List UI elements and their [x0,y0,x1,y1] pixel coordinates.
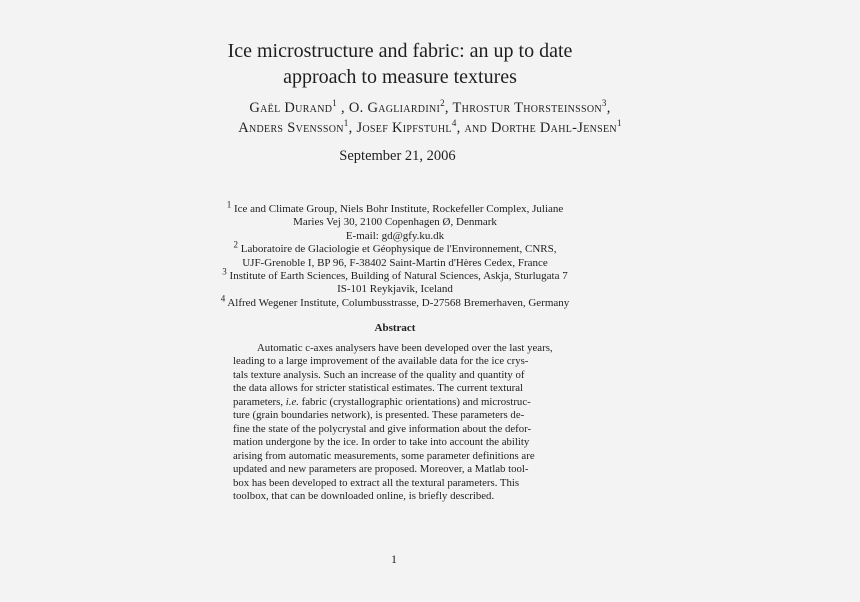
affiliation-line [0,199,790,216]
abstract-line: mation undergone by the ice. In order to take into account the ability [233,436,530,449]
affiliation-text: Alfred Wegener Institute, Columbusstrasse, D-27568 Bremerhaven, Germany [225,296,570,309]
affiliation-sup: 2 [233,239,239,250]
paper-title [0,38,800,90]
author-list [0,98,860,138]
affiliation-sup: 4 [220,293,226,304]
affiliation-email: E-mail: gd@gfy.ku.dk [345,229,445,242]
author-affil-sup: 1 [343,118,349,129]
affiliation-line [0,257,790,270]
author-name: Anders Svensson [238,120,344,136]
affiliation-sup: 1 [226,199,232,210]
abstract-line: arising from automatic measurements, some parameter definitions are [233,449,535,462]
author-line-2 [0,118,860,138]
affiliation-line [0,216,790,229]
affiliation-text: UJF-Grenoble I, BP 96, F-38402 Saint-Martin d'Hères Cedex, France [242,256,548,269]
author-name: Gaël Durand [249,100,333,116]
author-separator: , [606,100,611,116]
affiliation-text: IS-101 Reykjavik, Iceland [337,283,453,296]
affiliation-line [0,266,790,283]
affiliation-text: Institute of Earth Sciences, Building of Natural Sciences, Askja, Sturlugata 7 [226,270,568,283]
author-affil-sup: 2 [440,98,445,109]
affiliation-line [0,239,790,256]
abstract-line: leading to a large improvement of the available data for the ice crys- [233,355,529,368]
author-affil-sup: 3 [601,98,607,109]
affiliation-text: Ice and Climate Group, Niels Bohr Institute, Rockefeller Complex, Juliane [231,203,564,215]
author-line-1 [0,98,860,118]
abstract-line: toolbox, that can be downloaded online, is briefly described. [233,489,495,502]
abstract-line: the data allows for stricter statistical estimates. The current textural [233,382,524,395]
affiliation-line [0,293,790,310]
abstract-line: Automatic c-axes analysers have been developed over the last years, [257,342,553,354]
affiliation-text: Laboratoire de Glaciologie et Géophysique de l'Environnement, CNRS, [238,243,557,256]
abstract-body [233,342,558,503]
abstract-line: parameters, i.e. fabric (crystallographic orientations) and microstruc- [233,395,531,408]
abstract-heading: Abstract [374,322,416,334]
title-line-2: approach to measure textures [283,66,517,88]
author-name: , and Dorthe Dahl-Jensen [456,120,617,136]
abstract-line: fine the state of the polycrystal and give information about the defor- [233,422,532,435]
author-name: , Josef Kipfstuhl [348,120,452,136]
affiliation-text: Maries Vej 30, 2100 Copenhagen Ø, Denmark [293,216,497,229]
author-name: , Throstur Thorsteinsson [444,100,602,116]
page-number: 1 [391,552,397,566]
author-affil-sup: 4 [451,118,457,129]
author-affil-sup: 1 [332,98,338,109]
abstract-line: box has been developed to extract all the textural parameters. This [233,476,520,489]
title-line-1: Ice microstructure and fabric: an up to date [227,40,573,62]
author-affil-sup: 1 [616,118,622,129]
abstract-line: tals texture analysis. Such an increase of the quality and quantity of [233,368,525,381]
author-name: , O. Gagliardini [337,100,441,116]
affiliation-line [0,230,790,243]
paper-date: September 21, 2006 [339,148,456,164]
abstract-line: ture (grain boundaries network), is presented. These parameters de- [233,409,525,422]
affiliation-sup: 3 [222,266,227,277]
abstract-line: updated and new parameters are proposed. Moreover, a Matlab tool- [233,463,529,476]
affiliation-line [0,283,790,296]
affiliations [0,199,790,310]
